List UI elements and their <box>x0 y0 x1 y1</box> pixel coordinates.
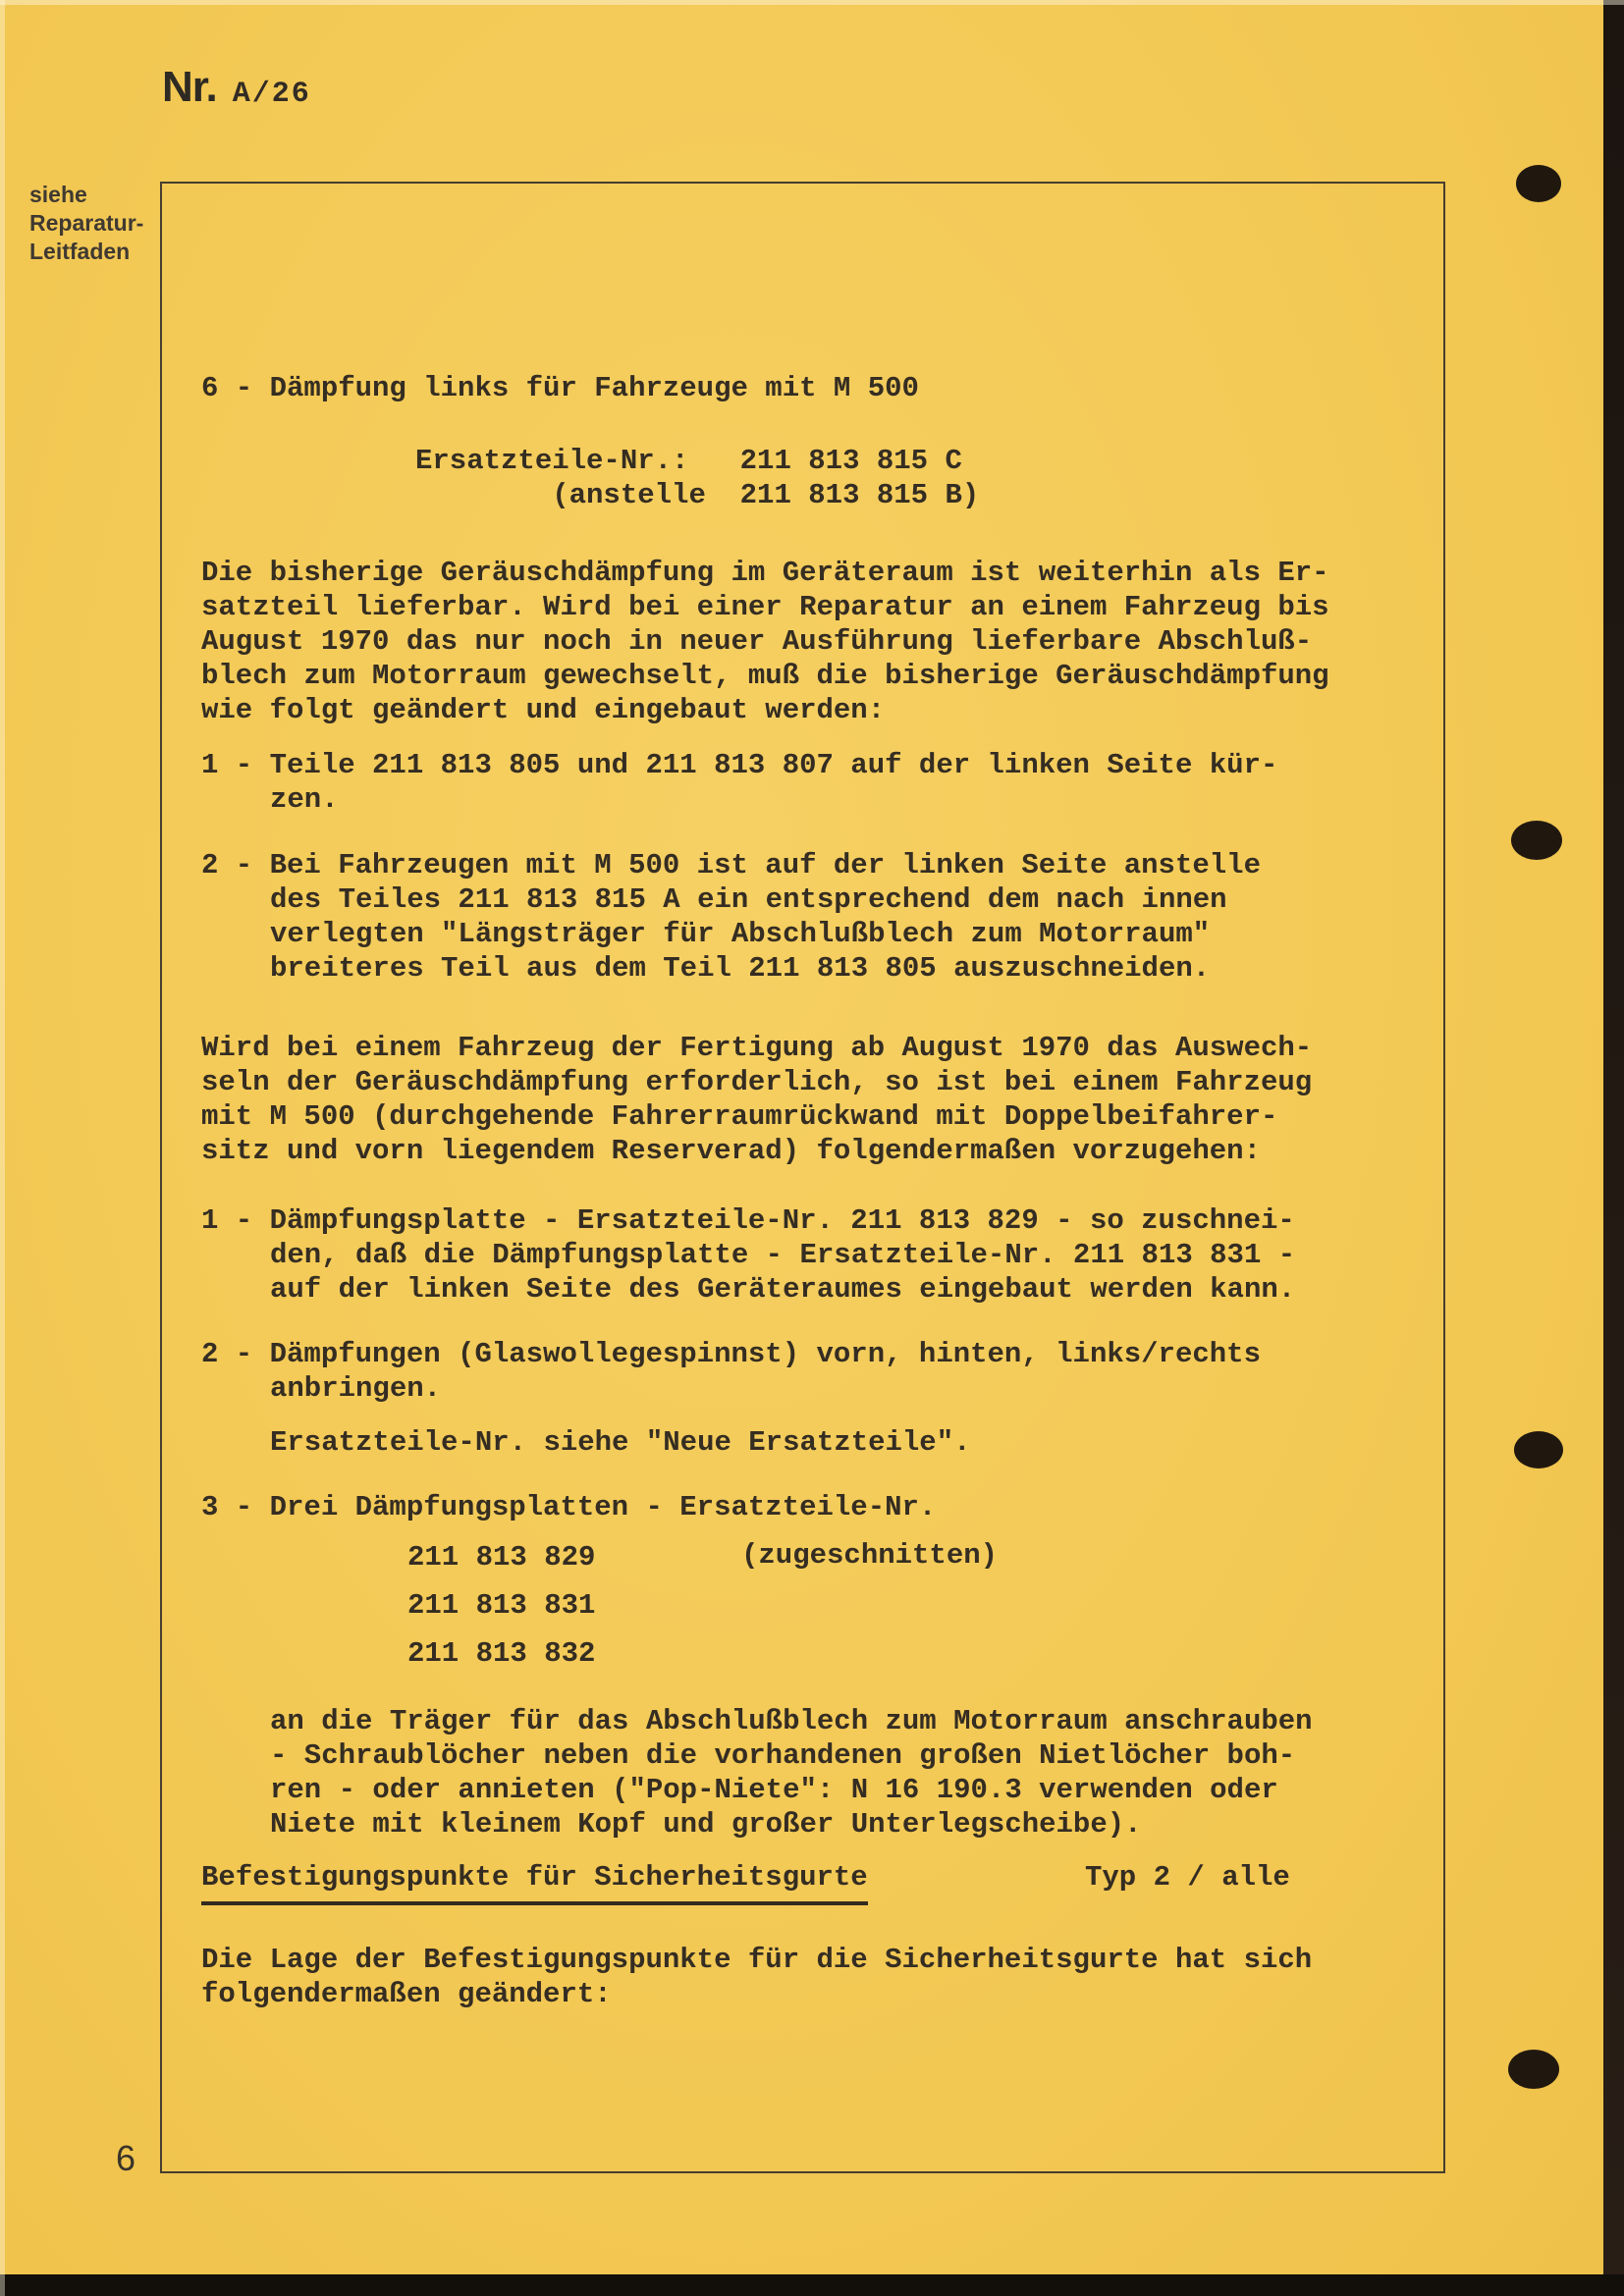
paragraph-intro: Die bisherige Geräuschdämpfung im Geräteraum ist weiterhin als Er- satzteil lieferbar. Wird bei einer Reparatur an einem Fahrzeug bis August 1970 das nur noch in neuer Ausführung lieferbare Abschluß- blech zum Motorraum gewechselt, muß die bisherige Geräuschdämpfung wie folgt geändert und eingebaut werden: <box>201 557 1329 726</box>
note-line: Ersatzteile-Nr. siehe "Neue Ersatzteile". <box>270 1426 971 1459</box>
page-number: 6 <box>116 2138 136 2178</box>
part-number: 211 813 831 <box>407 1589 596 1622</box>
part-number: 211 813 832 <box>407 1637 596 1670</box>
scan-edge-right <box>1603 0 1624 2296</box>
bulletin-number <box>162 63 311 112</box>
paragraph-procedure: Wird bei einem Fahrzeug der Fertigung ab August 1970 das Auswech- seln der Geräuschdämpfung erforderlich, so ist bei einem Fahrzeug mit M 500 (durchgehende Fahrerraumrückwand mit Doppelbeifahrer- sitz und vorn liegendem Reserverad) folgendermaßen vorzugehen: <box>201 1032 1313 1167</box>
paragraph-belts: Die Lage der Befestigungspunkte für die Sicherheitsgurte hat sich folgendermaßen geändert: <box>201 1944 1313 2010</box>
scan-edge-top-highlight <box>0 0 1624 5</box>
margin-note-line: siehe <box>29 182 87 207</box>
margin-note-line: Reparatur- <box>29 210 144 236</box>
proc-item-2: 2 - Dämpfungen (Glaswollegespinnst) vorn, hinten, links/rechts anbringen. <box>201 1338 1261 1405</box>
nr-value: A/26 <box>232 78 311 111</box>
punch-hole <box>1511 821 1562 860</box>
part-number: 211 813 829 <box>407 1541 596 1574</box>
parts-header <box>415 444 979 512</box>
punch-hole <box>1514 1431 1563 1468</box>
parts-header-line: Ersatzteile-Nr.: 211 813 815 C <box>415 445 962 477</box>
punch-hole <box>1516 165 1561 202</box>
scan-edge-left-highlight <box>0 0 5 2296</box>
part-number-note: (zugeschnitten) <box>741 1539 999 1572</box>
punch-hole <box>1508 2050 1559 2089</box>
parts-header-line: (anstelle 211 813 815 B) <box>415 479 980 511</box>
proc-item-3: 3 - Drei Dämpfungsplatten - Ersatzteile-Nr. <box>201 1491 937 1523</box>
margin-note-line: Leitfaden <box>29 239 131 264</box>
list-item-2: 2 - Bei Fahrzeugen mit M 500 ist auf der linken Seite anstelle des Teiles 211 813 815 A ein entsprechend dem nach innen verlegten "Längsträger für Abschlußblech zum Motorraum" breiteres Teil aus dem Teil 211 813 805 auszuschneiden. <box>201 849 1261 985</box>
section-title: 6 - Dämpfung links für Fahrzeuge mit M 500 <box>201 372 919 404</box>
type-scope-label: Typ 2 / alle <box>1085 1861 1290 1894</box>
paragraph-attach: an die Träger für das Abschlußblech zum Motorraum anschrauben - Schraublöcher neben die vorhandenen großen Nietlöcher boh- ren - oder annieten ("Pop-Niete": N 16 190.3 verwenden oder Niete mit kleinem Kopf und großer Unterlegscheibe). <box>270 1705 1313 1841</box>
proc-item-1: 1 - Dämpfungsplatte - Ersatzteile-Nr. 211 813 829 - so zuschnei- den, daß die Dämpfungsplatte - Ersatzteile-Nr. 211 813 831 - auf der linken Seite des Geräteraumes eingebaut werden kann. <box>201 1204 1296 1306</box>
belts-heading: Befestigungspunkte für Sicherheitsgurte <box>201 1860 868 1905</box>
list-item-1: 1 - Teile 211 813 805 und 211 813 807 auf der linken Seite kür- zen. <box>201 749 1278 816</box>
nr-label: Nr. <box>162 63 217 111</box>
margin-note <box>29 181 143 266</box>
part-number-list <box>407 1533 595 1678</box>
scan-edge-bottom <box>0 2274 1624 2296</box>
